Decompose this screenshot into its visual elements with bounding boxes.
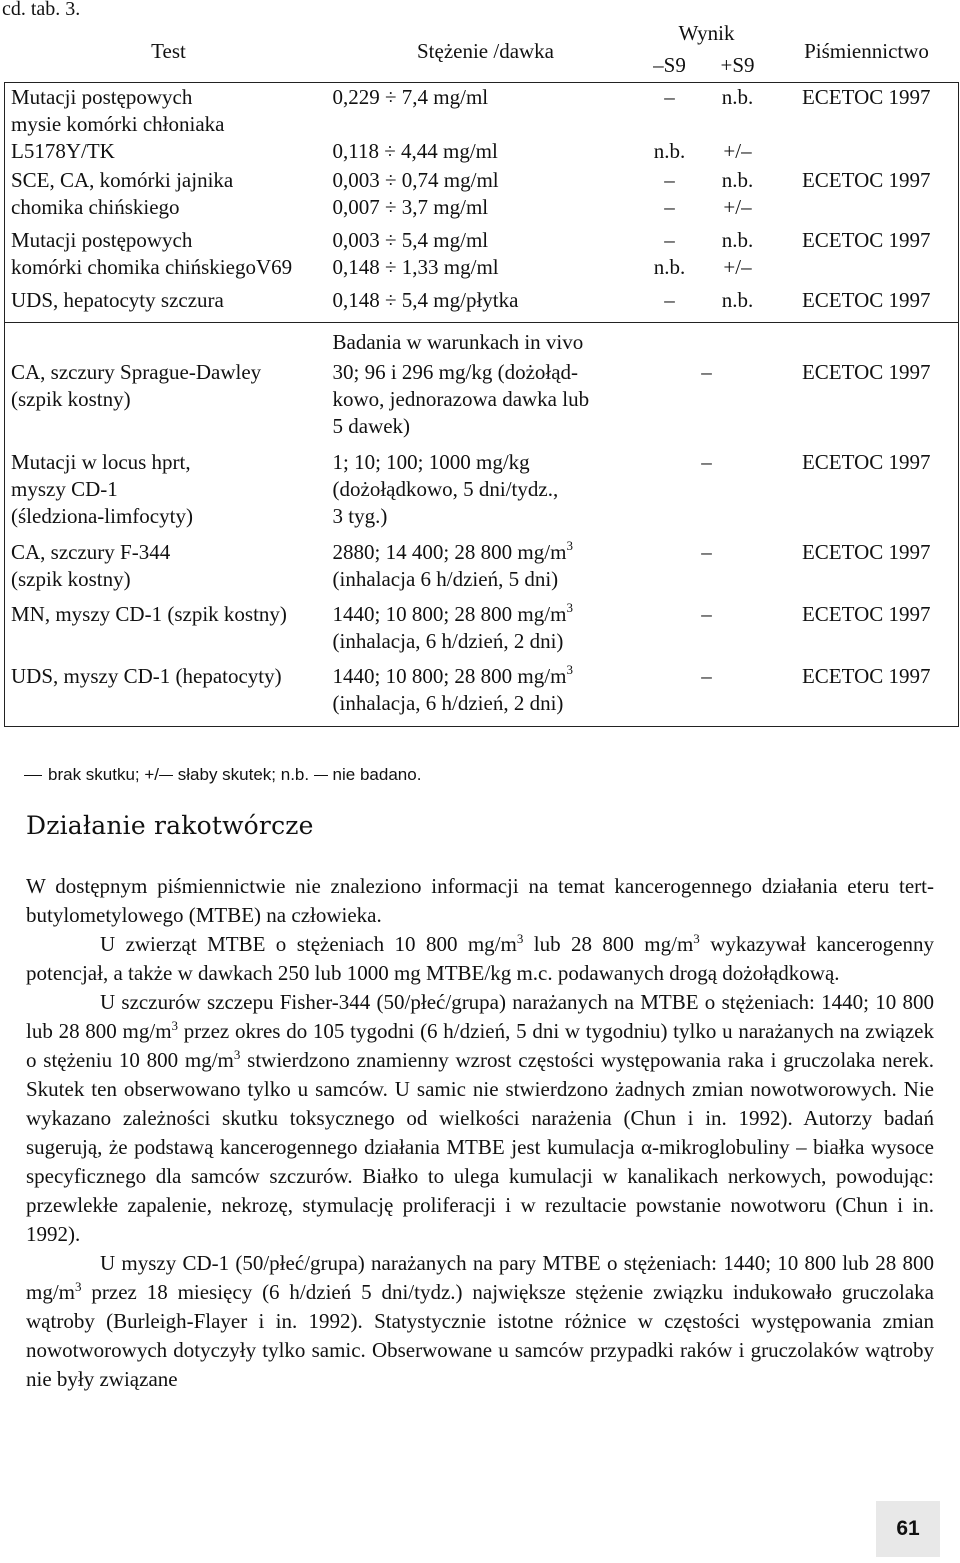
in-vivo-header-row — [5, 323, 959, 359]
table-row: Mutacji postępowych mysie komórki chłoniaka L5178Y/TK 0,229 ÷ 7,4 mg/ml 0,118 ÷ 4,44 mg/ml – n.b. n.b. +/– ECETOC 1997 — [11, 85, 931, 163]
table-header-row — [5, 20, 959, 52]
table-row: CA, szczury F-344 (szpik kostny) 2880; 14 400; 28 800 $mg/m^3$ (inhalacja 6 h/dzień, 5 dni) – ECETOC 1997 — [11, 537, 931, 591]
table-row: UDS, hepatocyty szczura 0,148 ÷ 5,4 mg/płytka – n.b. ECETOC 1997 — [11, 287, 931, 312]
table-row: Mutacji w locus hprt, myszy CD-1 (śledziona-limfocyty) 1; 10; 100; 1000 mg/kg (dożołądkowo, 5 dni/tydz., 3 tyg.) – ECETOC 1997 — [11, 449, 931, 528]
dash-glyph — [24, 775, 42, 776]
header-test: Test — [151, 38, 186, 63]
dash-glyph — [159, 775, 173, 776]
genotoxicity-table — [4, 20, 959, 727]
header-s9-plus: +S9 — [720, 53, 755, 77]
table-row: SCE, CA, komórki jajnika chomika chińskiego 0,003 ÷ 0,74 mg/ml 0,007 ÷ 3,7 mg/ml – – n.b. +/– ECETOC 1997 — [11, 167, 931, 219]
table-legend: brak skutku; +/ słaby skutek; n.b. nie badano. — [24, 761, 421, 788]
table-row: Mutacji postępowych komórki chomika chińskiegoV69 0,003 ÷ 5,4 mg/ml 0,148 ÷ 1,33 mg/ml – n.b. n.b. +/– ECETOC 1997 — [11, 227, 931, 279]
header-result: Wynik — [678, 21, 735, 45]
page-number: 61 — [876, 1501, 940, 1557]
table-continuation-caption: cd. tab. 3. — [2, 0, 81, 20]
header-literature: Piśmiennictwo — [804, 38, 929, 63]
table-row: UDS, myszy CD-1 (hepatocyty) 1440; 10 800; 28 800 $mg/m^3$ (inhalacja, 6 h/dzień, 2 dni) – ECETOC 1997 — [11, 661, 931, 715]
paragraph: U szczurów szczepu Fisher-344 (50/płeć/grupa) narażanych na MTBE o stężeniach: 1440; 10 800 lub 28 800 $mg/m^3$ przez okres do 105 tygodni (6 h/dzień, 5 dni w tygodniu) tylko u narażanych na związek o stężeniu 10 800 $mg/m^3$ stwierdzono znamienny wzrost częstości występowania raka i gruczolaka nerek. Skutek ten obserwowano tylko u samców. U samic nie stwierdzono żadnych zmian nowotworowych. Nie wykazano zależności skutku toksycznego od wielkości narażenia (Chun i in. 1992). Autorzy badań sugerują, że podstawą kancerogennego działania MTBE jest kumulacja α-mikroglobuliny – białka wysoce specyficznego dla samców szczurów. Białko to ulega kumulacji w kanalikach nerkowych, powodując: przewlekłe zapalenie, nekrozę, stymulację proliferacji i w rezultacie powstanie nowotworu (Chun i in. 1992). — [26, 990, 935, 1246]
paragraph: W dostępnym piśmiennictwie nie znaleziono informacji na temat kancerogennego działania eteru tert-butylometylowego (MTBE) na człowieka. — [26, 874, 934, 927]
dash-glyph — [314, 775, 328, 776]
body-text — [26, 872, 934, 1394]
section-title: Działanie rakotwórcze — [26, 811, 314, 840]
header-dose: Stężenie /dawka — [416, 38, 555, 63]
header-s9-minus: –S9 — [653, 53, 686, 77]
paragraph: U myszy CD-1 (50/płeć/grupa) narażanych na pary MTBE o stężeniach: 1440; 10 800 lub 28 800 $mg/m^3$ przez 18 miesięcy (6 h/dzień 5 dni/tydz.) największe stężenie związku indukowało gruczolaka wątroby (Burleigh-Flayer i in. 1992). Statystycznie istotne różnice w częstości występowania zmian nowotworowych dotyczyły tylko samic. Obserwowane u samców przypadki raków i gruczolaków wątroby nie były związane — [26, 1251, 934, 1391]
in-vivo-block — [5, 323, 959, 727]
table-row: CA, szczury Sprague-Dawley (szpik kostny) 30; 96 i 296 mg/kg (dożołąd- kowo, jednorazowa dawka lub 5 dawek) – ECETOC 1997 — [11, 359, 931, 438]
in-vitro-block — [5, 83, 959, 323]
in-vivo-header: Badania w warunkach in vivo — [332, 330, 584, 354]
table-row: MN, myszy CD-1 (szpik kostny) 1440; 10 800; 28 800 $mg/m^3$ (inhalacja, 6 h/dzień, 2 dni) – ECETOC 1997 — [11, 599, 931, 653]
paragraph: U zwierząt MTBE o stężeniach 10 800 $mg/m^3$ lub 28 800 $mg/m^3$ wykazywał kancerogenny potencjał, a także w dawkach 250 lub 1000 mg MTBE/kg m.c. podawanych drogą dożołądkową. — [26, 931, 934, 985]
